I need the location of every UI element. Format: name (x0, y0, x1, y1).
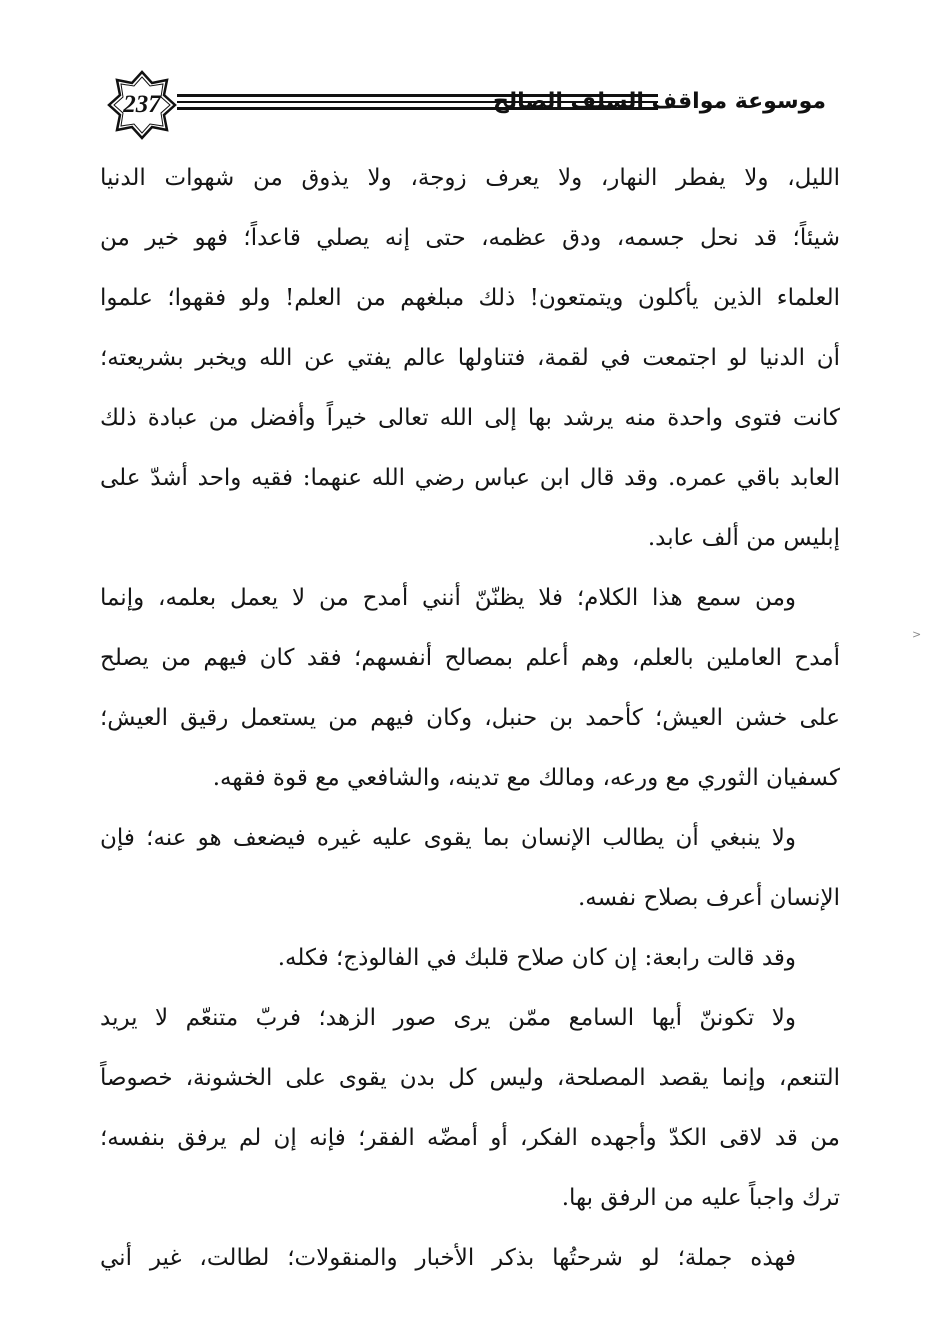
text-line: العلماء الذين يأكلون ويتمتعون! ذلك مبلغهم من العلم! ولو فقهوا؛ علموا (100, 285, 840, 311)
text-line: ومن سمع هذا الكلام؛ فلا يظنّنّ أنني أمدح من لا يعمل بعلمه، وإنما (100, 585, 796, 611)
text-line: إبليس من ألف عابد. (647, 525, 840, 551)
text-line: الليل، ولا يفطر النهار، ولا يعرف زوجة، ولا يذوق من شهوات الدنيا (100, 165, 840, 191)
text-line: ولا تكوننّ أيها السامع ممّن يرى صور الزهد؛ فربّ متنعّم لا يريد (100, 1005, 796, 1031)
text-line: من قد لاقى الكدّ وأجهده الفكر، أو أمضّه الفقر؛ فإنه إن لم يرفق بنفسه؛ (100, 1125, 840, 1151)
text-line: ولا ينبغي أن يطالب الإنسان بما يقوى عليه غيره فيضعف هو عنه؛ فإن (100, 825, 796, 851)
page-body (100, 148, 840, 1288)
text-line: فهذه جملة؛ لو شرحتُها بذكر الأخبار والمنقولات؛ لطالت، غير أني (100, 1245, 796, 1271)
text-line: العابد باقي عمره. وقد قال ابن عباس رضي الله عنهما: فقيه واحد أشدّ على (100, 465, 840, 491)
text-line: كانت فتوى واحدة منه يرشد بها إلى الله تعالى خيراً وأفضل من عبادة ذلك (100, 405, 840, 431)
text-line: الإنسان أعرف بصلاح نفسه. (577, 885, 840, 911)
margin-mark: > (912, 628, 922, 641)
text-line: وقد قالت رابعة: إن كان صلاح قلبك في الفالوذج؛ فكله. (277, 945, 796, 971)
page-number-badge (107, 70, 177, 140)
text-line: أن الدنيا لو اجتمعت في لقمة، فتناولها عالم يفتي عن الله ويخبر بشريعته؛ (100, 345, 840, 371)
text-line: ترك واجباً عليه من الرفق بها. (561, 1185, 840, 1211)
text-line: أمدح العاملين بالعلم، وهم أعلم بمصالح أنفسهم؛ فقد كان فيهم من يصلح (100, 645, 840, 671)
text-line: شيئاً؛ قد نحل جسمه، ودق عظمه، حتى إنه يصلي قاعداً؛ فهو خير من (100, 225, 840, 251)
text-line: كسفيان الثوري مع ورعه، ومالك مع تدينه، والشافعي مع قوة فقهه. (212, 765, 840, 791)
text-line: التنعم، وإنما يقصد المصلحة، وليس كل بدن يقوى على الخشونة، خصوصاً (100, 1065, 840, 1091)
page-header (0, 60, 926, 150)
page-number: 237 (123, 91, 161, 118)
text-line: على خشن العيش؛ كأحمد بن حنبل، وكان فيهم من يستعمل رقيق العيش؛ (100, 705, 840, 731)
series-title: موسوعة مواقف السلف الصالح (493, 89, 826, 114)
